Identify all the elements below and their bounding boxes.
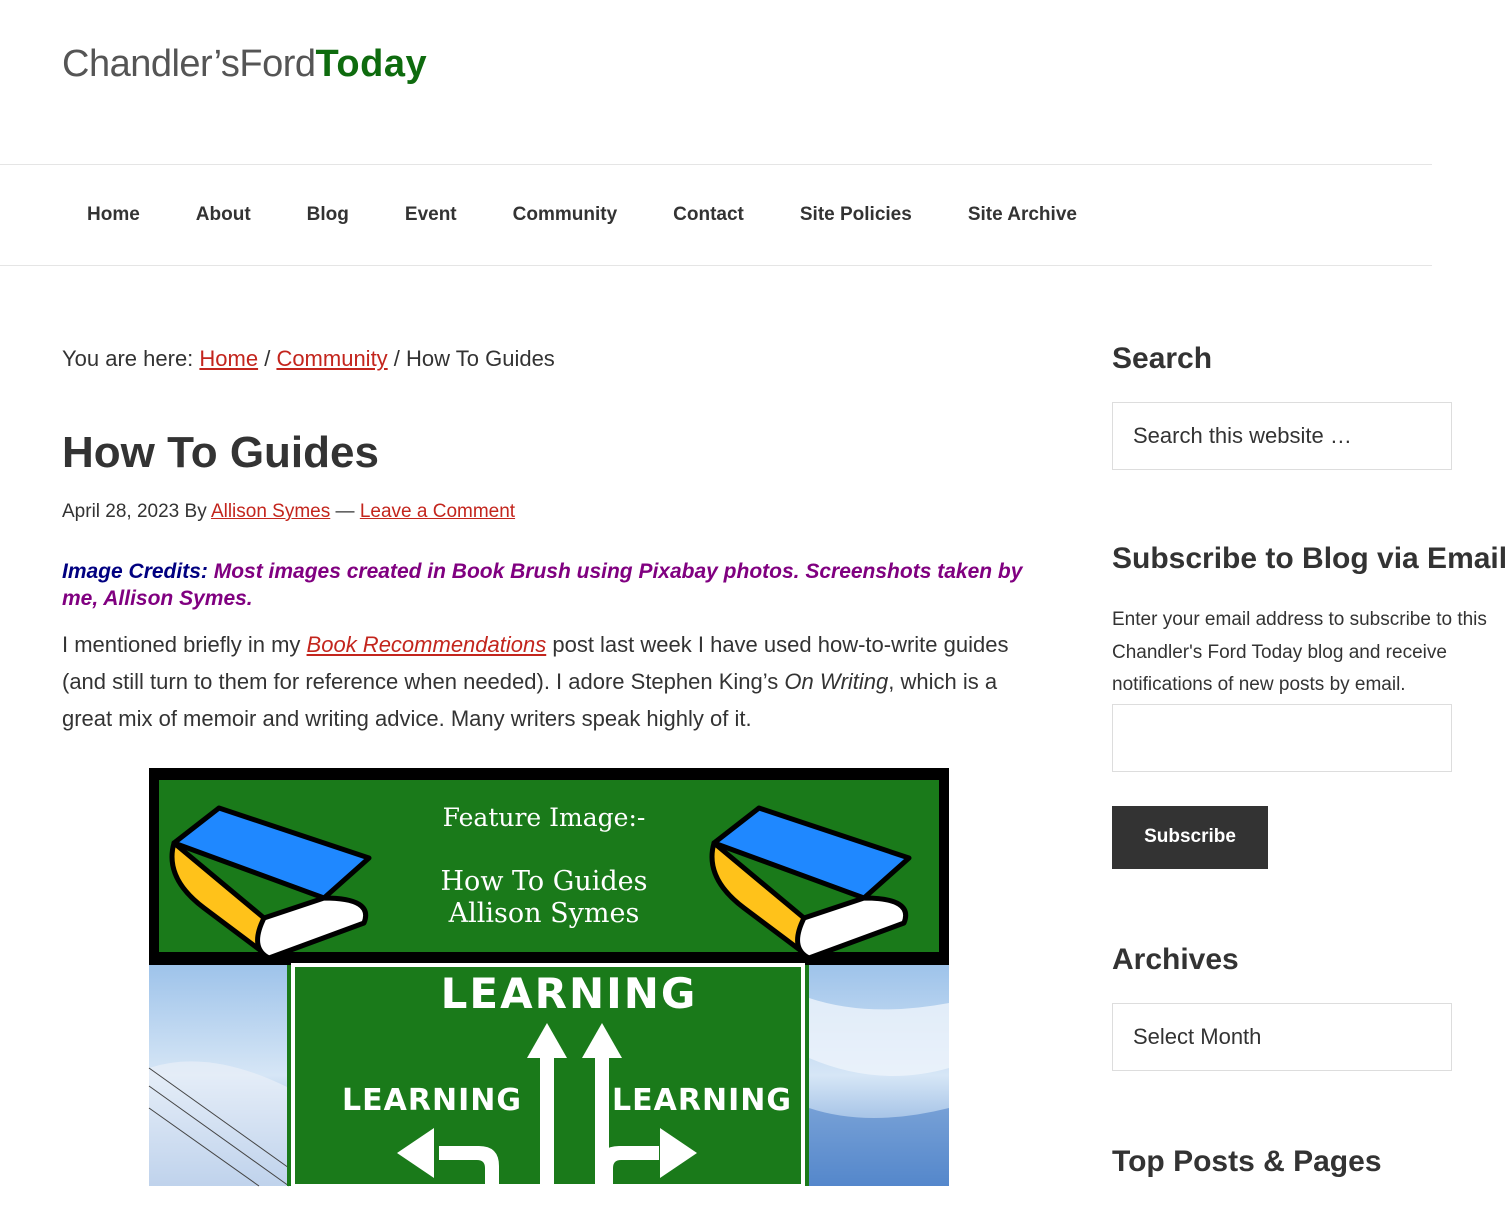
sidebar xyxy=(1112,330,1507,1191)
breadcrumb xyxy=(62,330,1034,388)
para-text-start: I mentioned briefly in my xyxy=(62,632,307,657)
nav-item-blog[interactable]: Blog xyxy=(306,204,349,225)
nav-item-about[interactable]: About xyxy=(195,204,251,225)
image-credits-label: Image Credits: xyxy=(62,560,208,583)
leave-comment-link[interactable]: Leave a Comment xyxy=(359,501,516,522)
nav-item-site-archive[interactable]: Site Archive xyxy=(967,204,1077,225)
site-header xyxy=(0,0,1432,164)
breadcrumb-separator: / xyxy=(258,346,277,371)
feature-text-line1: Feature Image:- xyxy=(442,803,646,832)
entry-content xyxy=(62,558,1034,737)
main-content xyxy=(62,330,1034,737)
para-text-mid: post last week I have used how-to-write guides (and still turn to them for reference when needed). I adore Stephen King’s xyxy=(62,632,1009,694)
subscribe-description xyxy=(1112,604,1487,702)
breadcrumb-community-link[interactable]: Community xyxy=(276,346,388,371)
site-logo[interactable] xyxy=(62,40,427,88)
meta-separator: — xyxy=(330,501,360,522)
book-title-italic: On Writing xyxy=(784,669,889,694)
search-input[interactable]: Search this website … xyxy=(1112,402,1452,470)
search-widget xyxy=(1112,330,1472,470)
nav-item-event[interactable]: Event xyxy=(404,204,457,225)
subscribe-description-line: notifications of new posts by email. xyxy=(1112,674,1406,695)
breadcrumb-separator: / xyxy=(387,346,407,371)
top-posts-widget xyxy=(1112,1133,1472,1191)
page-title: How To Guides xyxy=(62,428,379,477)
email-field[interactable] xyxy=(1112,704,1452,772)
post-by: By xyxy=(179,501,211,522)
sign-left-text: LEARNING xyxy=(342,1083,522,1118)
nav-item-site-policies[interactable]: Site Policies xyxy=(799,204,912,225)
archives-widget-title: Archives xyxy=(1112,942,1239,976)
subscribe-widget-title: Subscribe to Blog via Email xyxy=(1112,542,1507,575)
breadcrumb-home-link[interactable]: Home xyxy=(199,346,259,371)
top-posts-widget-title: Top Posts & Pages xyxy=(1112,1144,1382,1178)
para-text-end: , which is a great mix of memoir and writing advice. Many writers speak highly of it. xyxy=(62,669,998,731)
primary-nav xyxy=(0,164,1432,266)
nav-item-contact[interactable]: Contact xyxy=(673,204,744,225)
post-meta xyxy=(62,500,1034,524)
sign-main-text: LEARNING xyxy=(440,969,698,1018)
feature-text-line3: Allison Symes xyxy=(448,898,640,929)
image-credits-text: Most images created in Book Brush using Pixabay photos. Screenshots taken by me, Allison Symes. xyxy=(62,560,1023,610)
image-credits xyxy=(62,558,1034,612)
subscribe-description-line: Enter your email address to subscribe to this xyxy=(1112,609,1487,630)
sign-right-text: LEARNING xyxy=(612,1083,792,1118)
subscribe-description-line: Chandler's Ford Today blog and receive xyxy=(1112,641,1447,663)
logo-text-accent: Today xyxy=(315,43,428,85)
logo-text-primary: Chandler’sFord xyxy=(62,43,316,85)
archives-widget xyxy=(1112,931,1472,1071)
subscribe-button[interactable]: Subscribe xyxy=(1112,806,1268,869)
breadcrumb-prefix: You are here: xyxy=(62,346,200,371)
feature-text-line2: How To Guides xyxy=(440,866,648,897)
breadcrumb-current: How To Guides xyxy=(406,346,555,371)
author-link[interactable]: Allison Symes xyxy=(210,501,331,522)
nav-item-home[interactable]: Home xyxy=(87,204,140,225)
search-widget-title: Search xyxy=(1112,342,1213,375)
subscribe-widget xyxy=(1112,530,1507,869)
intro-paragraph xyxy=(62,626,1034,737)
book-recommendations-link[interactable]: Book Recommendations xyxy=(306,632,547,657)
post-date: April 28, 2023 xyxy=(62,501,180,522)
nav-item-community[interactable]: Community xyxy=(512,204,618,225)
archives-select[interactable]: Select Month xyxy=(1112,1003,1452,1071)
feature-image xyxy=(149,768,949,1186)
